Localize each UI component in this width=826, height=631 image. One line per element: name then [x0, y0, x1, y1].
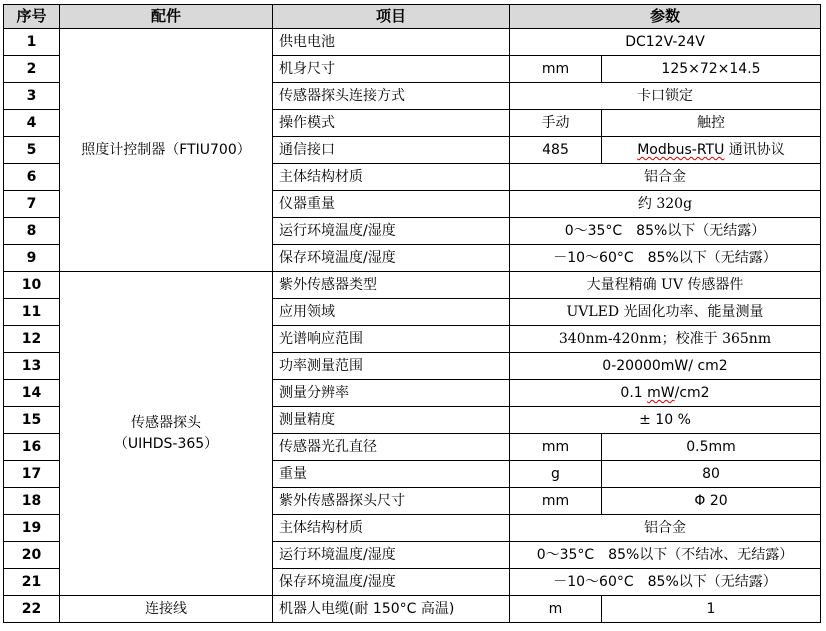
item-cell: 测量精度: [273, 407, 510, 434]
item-cell: 重量: [273, 461, 510, 488]
row-number: 11: [4, 299, 60, 326]
item-cell: 紫外传感器类型: [273, 272, 510, 299]
table-row: [4, 272, 821, 299]
part-name: 传感器探头: [131, 414, 201, 431]
spec-table: [3, 4, 821, 623]
header-row: [4, 5, 821, 29]
item-cell: 保存环境温度/湿度: [273, 569, 510, 596]
unit-cell: mm: [510, 56, 602, 83]
value-cell: 0～35°C 85%以下（无结露）: [510, 218, 821, 245]
part-controller: [60, 29, 273, 272]
part-sensor: [60, 272, 273, 596]
row-number: 8: [4, 218, 60, 245]
protocol-suffix: 通讯协议: [724, 142, 785, 158]
item-cell: 紫外传感器探头尺寸: [273, 488, 510, 515]
row-number: 7: [4, 191, 60, 218]
value-cell: 约 320g: [510, 191, 821, 218]
value-cell: UVLED 光固化功率、能量测量: [510, 299, 821, 326]
item-cell: 测量分辨率: [273, 380, 510, 407]
value-cell: 0.5mm: [602, 434, 821, 461]
unit-cell: 手动: [510, 110, 602, 137]
row-number: 15: [4, 407, 60, 434]
unit-cell: g: [510, 461, 602, 488]
value-cell: 铝合金: [510, 515, 821, 542]
value-cell: [510, 380, 821, 407]
value-cell: 铝合金: [510, 164, 821, 191]
unit-cell: mm: [510, 434, 602, 461]
item-cell: 传感器探头连接方式: [273, 83, 510, 110]
row-number: 2: [4, 56, 60, 83]
item-cell: 应用领域: [273, 299, 510, 326]
row-number: 4: [4, 110, 60, 137]
item-cell: 机身尺寸: [273, 56, 510, 83]
value-cell: －10～60°C 85%以下（无结露）: [510, 245, 821, 272]
value-cell: ± 10 %: [510, 407, 821, 434]
part-name: 照度计控制器: [81, 141, 166, 158]
item-cell: 主体结构材质: [273, 164, 510, 191]
value-cell: 触控: [602, 110, 821, 137]
resolution-unit: mW: [647, 385, 675, 401]
value-cell: 1: [602, 596, 821, 623]
value-cell: 80: [602, 461, 821, 488]
protocol-name: Modbus-RTU: [637, 142, 725, 158]
item-cell: 运行环境温度/湿度: [273, 542, 510, 569]
value-cell: 大量程精确 UV 传感器件: [510, 272, 821, 299]
row-number: 17: [4, 461, 60, 488]
row-number: 9: [4, 245, 60, 272]
value-cell: [602, 137, 821, 164]
row-number: 20: [4, 542, 60, 569]
item-cell: 供电电池: [273, 29, 510, 56]
resolution-value: 0.1: [620, 385, 648, 401]
row-number: 21: [4, 569, 60, 596]
item-cell: 运行环境温度/湿度: [273, 218, 510, 245]
row-number: 12: [4, 326, 60, 353]
item-cell: 功率测量范围: [273, 353, 510, 380]
part-model: （FTIU700）: [165, 141, 251, 158]
value-cell: 340nm-420nm；校准于 365nm: [510, 326, 821, 353]
header-item: 项目: [273, 5, 510, 29]
part-cable: 连接线: [60, 596, 273, 623]
part-model: （UIHDS-365）: [113, 435, 219, 452]
row-number: 13: [4, 353, 60, 380]
unit-cell: 485: [510, 137, 602, 164]
value-cell: 卡口锁定: [510, 83, 821, 110]
value-cell: 125×72×14.5: [602, 56, 821, 83]
row-number: 6: [4, 164, 60, 191]
item-cell: 传感器光孔直径: [273, 434, 510, 461]
item-cell: 机器人电缆(耐 150°C 高温): [273, 596, 510, 623]
header-param: 参数: [510, 5, 821, 29]
header-part: 配件: [60, 5, 273, 29]
row-number: 14: [4, 380, 60, 407]
row-number: 1: [4, 29, 60, 56]
value-cell: DC12V-24V: [510, 29, 821, 56]
row-number: 19: [4, 515, 60, 542]
item-cell: 光谱响应范围: [273, 326, 510, 353]
item-cell: 操作模式: [273, 110, 510, 137]
table-row: [4, 29, 821, 56]
unit-cell: m: [510, 596, 602, 623]
unit-cell: mm: [510, 488, 602, 515]
resolution-area: /cm2: [674, 385, 710, 401]
header-no: 序号: [4, 5, 60, 29]
value-cell: 0～35°C 85%以下（不结冰、无结露）: [510, 542, 821, 569]
table-row: [4, 596, 821, 623]
item-cell: 仪器重量: [273, 191, 510, 218]
item-cell: 保存环境温度/湿度: [273, 245, 510, 272]
row-number: 18: [4, 488, 60, 515]
row-number: 16: [4, 434, 60, 461]
value-cell: 0-20000mW/ cm2: [510, 353, 821, 380]
row-number: 22: [4, 596, 60, 623]
item-cell: 主体结构材质: [273, 515, 510, 542]
row-number: 3: [4, 83, 60, 110]
row-number: 10: [4, 272, 60, 299]
value-cell: Φ 20: [602, 488, 821, 515]
row-number: 5: [4, 137, 60, 164]
value-cell: －10～60°C 85%以下（无结露）: [510, 569, 821, 596]
item-cell: 通信接口: [273, 137, 510, 164]
